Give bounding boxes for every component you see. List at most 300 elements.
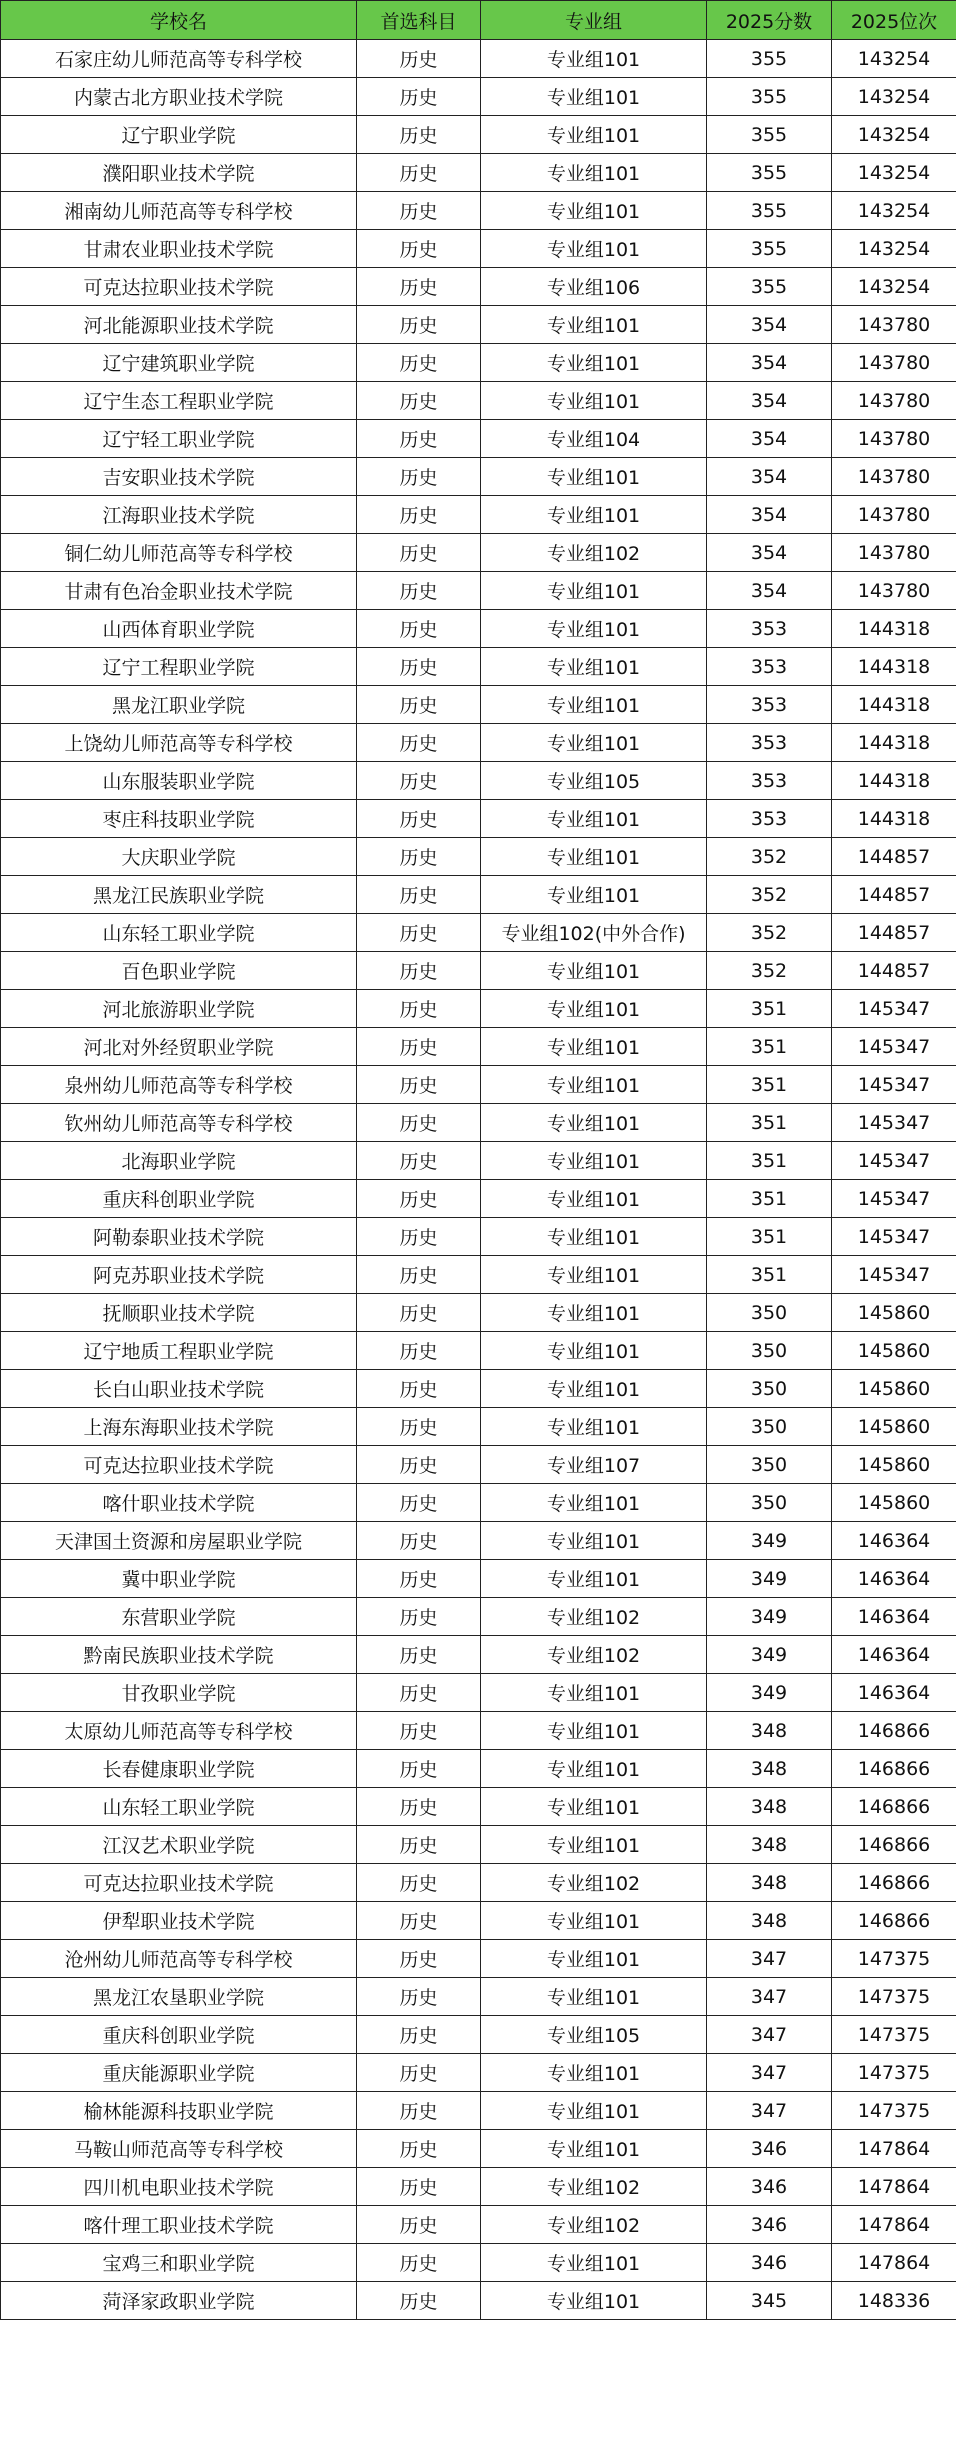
table-row [1,420,956,458]
school-name-cell: 黑龙江农垦职业学院 [1,1978,357,2016]
subject-cell: 历史 [357,458,481,496]
school-name-cell: 黔南民族职业技术学院 [1,1636,357,1674]
score-cell: 351 [707,1218,832,1256]
subject-cell: 历史 [357,116,481,154]
subject-cell: 历史 [357,686,481,724]
subject-cell: 历史 [357,1256,481,1294]
table-row [1,2130,956,2168]
subject-cell: 历史 [357,2282,481,2320]
subject-cell: 历史 [357,1142,481,1180]
major-group-cell: 专业组101 [481,1978,707,2016]
school-name-cell: 大庆职业学院 [1,838,357,876]
school-name-cell: 辽宁生态工程职业学院 [1,382,357,420]
school-name-cell: 喀什理工职业技术学院 [1,2206,357,2244]
table-row [1,1294,956,1332]
school-name-cell: 黑龙江民族职业学院 [1,876,357,914]
school-name-cell: 冀中职业学院 [1,1560,357,1598]
school-name-cell: 可克达拉职业技术学院 [1,1446,357,1484]
score-cell: 347 [707,2016,832,2054]
rank-cell: 143254 [832,230,956,268]
school-name-cell: 上海东海职业技术学院 [1,1408,357,1446]
rank-cell: 144857 [832,952,956,990]
table-row [1,1370,956,1408]
table-row [1,268,956,306]
score-cell: 348 [707,1712,832,1750]
major-group-cell: 专业组101 [481,116,707,154]
school-name-cell: 天津国土资源和房屋职业学院 [1,1522,357,1560]
table-row [1,876,956,914]
table-header-row [1,1,956,40]
major-group-cell: 专业组101 [481,1522,707,1560]
rank-cell: 145347 [832,1104,956,1142]
score-cell: 349 [707,1636,832,1674]
major-group-cell: 专业组101 [481,686,707,724]
school-name-cell: 铜仁幼儿师范高等专科学校 [1,534,357,572]
table-row [1,1788,956,1826]
rank-cell: 144857 [832,876,956,914]
table-row [1,1902,956,1940]
score-cell: 351 [707,990,832,1028]
school-name-cell: 钦州幼儿师范高等专科学校 [1,1104,357,1142]
rank-cell: 144857 [832,914,956,952]
score-cell: 353 [707,648,832,686]
subject-cell: 历史 [357,1902,481,1940]
score-cell: 355 [707,230,832,268]
header-school-name: 学校名 [1,1,357,40]
subject-cell: 历史 [357,1370,481,1408]
score-cell: 355 [707,116,832,154]
subject-cell: 历史 [357,2092,481,2130]
score-cell: 351 [707,1142,832,1180]
major-group-cell: 专业组102 [481,1598,707,1636]
school-name-cell: 辽宁建筑职业学院 [1,344,357,382]
header-subject: 首选科目 [357,1,481,40]
school-name-cell: 甘肃农业职业技术学院 [1,230,357,268]
school-name-cell: 内蒙古北方职业技术学院 [1,78,357,116]
subject-cell: 历史 [357,1560,481,1598]
rank-cell: 143780 [832,382,956,420]
subject-cell: 历史 [357,2168,481,2206]
rank-cell: 144318 [832,686,956,724]
rank-cell: 143254 [832,116,956,154]
subject-cell: 历史 [357,648,481,686]
score-cell: 350 [707,1332,832,1370]
score-cell: 355 [707,40,832,78]
rank-cell: 144318 [832,724,956,762]
major-group-cell: 专业组102 [481,1864,707,1902]
major-group-cell: 专业组101 [481,1484,707,1522]
subject-cell: 历史 [357,306,481,344]
score-cell: 351 [707,1104,832,1142]
score-cell: 354 [707,306,832,344]
score-cell: 346 [707,2168,832,2206]
major-group-cell: 专业组101 [481,458,707,496]
rank-cell: 145860 [832,1408,956,1446]
school-name-cell: 伊犁职业技术学院 [1,1902,357,1940]
table-row [1,306,956,344]
score-cell: 353 [707,800,832,838]
school-name-cell: 江汉艺术职业学院 [1,1826,357,1864]
score-cell: 348 [707,1826,832,1864]
table-row [1,154,956,192]
table-row [1,648,956,686]
rank-cell: 146866 [832,1902,956,1940]
major-group-cell: 专业组104 [481,420,707,458]
score-cell: 350 [707,1484,832,1522]
header-rank: 2025位次 [832,1,956,40]
table-row [1,1978,956,2016]
subject-cell: 历史 [357,344,481,382]
rank-cell: 143780 [832,458,956,496]
score-cell: 348 [707,1788,832,1826]
score-cell: 353 [707,686,832,724]
score-cell: 345 [707,2282,832,2320]
score-cell: 355 [707,192,832,230]
school-name-cell: 沧州幼儿师范高等专科学校 [1,1940,357,1978]
subject-cell: 历史 [357,1636,481,1674]
rank-cell: 145860 [832,1370,956,1408]
major-group-cell: 专业组101 [481,1218,707,1256]
major-group-cell: 专业组101 [481,1788,707,1826]
rank-cell: 145860 [832,1294,956,1332]
header-major-group: 专业组 [481,1,707,40]
score-cell: 354 [707,344,832,382]
table-row [1,2206,956,2244]
rank-cell: 147864 [832,2130,956,2168]
school-name-cell: 马鞍山师范高等专科学校 [1,2130,357,2168]
score-cell: 351 [707,1028,832,1066]
school-name-cell: 喀什职业技术学院 [1,1484,357,1522]
table-row [1,1522,956,1560]
table-row [1,1180,956,1218]
major-group-cell: 专业组101 [481,1560,707,1598]
table-row [1,2054,956,2092]
major-group-cell: 专业组102(中外合作) [481,914,707,952]
rank-cell: 146364 [832,1636,956,1674]
score-cell: 354 [707,420,832,458]
table-row [1,230,956,268]
subject-cell: 历史 [357,838,481,876]
subject-cell: 历史 [357,192,481,230]
rank-cell: 147375 [832,2016,956,2054]
subject-cell: 历史 [357,1104,481,1142]
major-group-cell: 专业组102 [481,1636,707,1674]
school-name-cell: 甘孜职业学院 [1,1674,357,1712]
subject-cell: 历史 [357,762,481,800]
table-row [1,2244,956,2282]
score-cell: 355 [707,78,832,116]
rank-cell: 146866 [832,1826,956,1864]
rank-cell: 144857 [832,838,956,876]
table-row [1,1142,956,1180]
rank-cell: 145347 [832,1180,956,1218]
table-row [1,2282,956,2320]
score-cell: 354 [707,534,832,572]
rank-cell: 145860 [832,1332,956,1370]
major-group-cell: 专业组101 [481,1332,707,1370]
major-group-cell: 专业组101 [481,1408,707,1446]
school-name-cell: 长白山职业技术学院 [1,1370,357,1408]
table-row [1,610,956,648]
score-cell: 350 [707,1408,832,1446]
major-group-cell: 专业组106 [481,268,707,306]
rank-cell: 147375 [832,2054,956,2092]
major-group-cell: 专业组101 [481,990,707,1028]
subject-cell: 历史 [357,2130,481,2168]
rank-cell: 146866 [832,1750,956,1788]
score-cell: 355 [707,268,832,306]
rank-cell: 144318 [832,800,956,838]
rank-cell: 145347 [832,1028,956,1066]
major-group-cell: 专业组101 [481,2282,707,2320]
rank-cell: 147375 [832,1940,956,1978]
subject-cell: 历史 [357,534,481,572]
rank-cell: 146364 [832,1560,956,1598]
school-name-cell: 阿勒泰职业技术学院 [1,1218,357,1256]
subject-cell: 历史 [357,268,481,306]
rank-cell: 143254 [832,78,956,116]
school-name-cell: 太原幼儿师范高等专科学校 [1,1712,357,1750]
school-name-cell: 菏泽家政职业学院 [1,2282,357,2320]
rank-cell: 143780 [832,344,956,382]
major-group-cell: 专业组101 [481,1370,707,1408]
rank-cell: 143780 [832,534,956,572]
rank-cell: 143780 [832,496,956,534]
rank-cell: 147375 [832,2092,956,2130]
subject-cell: 历史 [357,1066,481,1104]
rank-cell: 147375 [832,1978,956,2016]
subject-cell: 历史 [357,572,481,610]
rank-cell: 145347 [832,1066,956,1104]
table-row [1,914,956,952]
table-row [1,1636,956,1674]
score-cell: 346 [707,2130,832,2168]
school-name-cell: 上饶幼儿师范高等专科学校 [1,724,357,762]
table-row [1,1028,956,1066]
table-row [1,1066,956,1104]
major-group-cell: 专业组101 [481,1750,707,1788]
major-group-cell: 专业组101 [481,2244,707,2282]
rank-cell: 147864 [832,2168,956,2206]
school-name-cell: 江海职业技术学院 [1,496,357,534]
rank-cell: 145347 [832,990,956,1028]
school-name-cell: 榆林能源科技职业学院 [1,2092,357,2130]
score-cell: 349 [707,1674,832,1712]
school-name-cell: 黑龙江职业学院 [1,686,357,724]
score-cell: 352 [707,838,832,876]
table-row [1,1560,956,1598]
subject-cell: 历史 [357,1788,481,1826]
major-group-cell: 专业组101 [481,572,707,610]
rank-cell: 143780 [832,306,956,344]
rank-cell: 148336 [832,2282,956,2320]
score-cell: 346 [707,2206,832,2244]
score-cell: 350 [707,1370,832,1408]
subject-cell: 历史 [357,724,481,762]
score-cell: 354 [707,382,832,420]
school-name-cell: 宝鸡三和职业学院 [1,2244,357,2282]
rank-cell: 145347 [832,1142,956,1180]
rank-cell: 143780 [832,420,956,458]
major-group-cell: 专业组102 [481,2206,707,2244]
school-name-cell: 重庆科创职业学院 [1,2016,357,2054]
school-name-cell: 四川机电职业技术学院 [1,2168,357,2206]
major-group-cell: 专业组102 [481,534,707,572]
subject-cell: 历史 [357,1294,481,1332]
major-group-cell: 专业组107 [481,1446,707,1484]
table-row [1,1598,956,1636]
table-row [1,496,956,534]
school-name-cell: 可克达拉职业技术学院 [1,268,357,306]
subject-cell: 历史 [357,1598,481,1636]
score-cell: 347 [707,2054,832,2092]
table-row [1,838,956,876]
major-group-cell: 专业组101 [481,648,707,686]
table-row [1,78,956,116]
table-row [1,686,956,724]
table-row [1,1674,956,1712]
major-group-cell: 专业组101 [481,1180,707,1218]
major-group-cell: 专业组101 [481,78,707,116]
major-group-cell: 专业组101 [481,1066,707,1104]
major-group-cell: 专业组101 [481,1142,707,1180]
school-name-cell: 甘肃有色冶金职业技术学院 [1,572,357,610]
table-row [1,1484,956,1522]
table-row [1,800,956,838]
subject-cell: 历史 [357,1522,481,1560]
subject-cell: 历史 [357,2244,481,2282]
table-row [1,572,956,610]
table-body [1,40,956,2320]
table-row [1,344,956,382]
subject-cell: 历史 [357,420,481,458]
score-cell: 349 [707,1560,832,1598]
score-cell: 351 [707,1256,832,1294]
score-cell: 350 [707,1446,832,1484]
major-group-cell: 专业组101 [481,1104,707,1142]
score-cell: 354 [707,572,832,610]
table-row [1,724,956,762]
school-name-cell: 河北对外经贸职业学院 [1,1028,357,1066]
school-name-cell: 辽宁轻工职业学院 [1,420,357,458]
subject-cell: 历史 [357,876,481,914]
major-group-cell: 专业组101 [481,1712,707,1750]
subject-cell: 历史 [357,1826,481,1864]
rank-cell: 147864 [832,2206,956,2244]
rank-cell: 147864 [832,2244,956,2282]
school-name-cell: 阿克苏职业技术学院 [1,1256,357,1294]
subject-cell: 历史 [357,1446,481,1484]
score-cell: 350 [707,1294,832,1332]
table-row [1,192,956,230]
table-row [1,1408,956,1446]
table-row [1,1218,956,1256]
table-row [1,1826,956,1864]
major-group-cell: 专业组101 [481,1256,707,1294]
subject-cell: 历史 [357,1218,481,1256]
major-group-cell: 专业组101 [481,724,707,762]
table-row [1,1864,956,1902]
major-group-cell: 专业组101 [481,610,707,648]
rank-cell: 143254 [832,268,956,306]
score-cell: 349 [707,1522,832,1560]
major-group-cell: 专业组101 [481,952,707,990]
school-name-cell: 山东轻工职业学院 [1,914,357,952]
score-cell: 347 [707,2092,832,2130]
school-name-cell: 濮阳职业技术学院 [1,154,357,192]
rank-cell: 143254 [832,192,956,230]
school-name-cell: 山西体育职业学院 [1,610,357,648]
major-group-cell: 专业组101 [481,192,707,230]
subject-cell: 历史 [357,2016,481,2054]
major-group-cell: 专业组101 [481,800,707,838]
rank-cell: 146866 [832,1788,956,1826]
score-cell: 348 [707,1902,832,1940]
rank-cell: 143780 [832,572,956,610]
school-name-cell: 重庆科创职业学院 [1,1180,357,1218]
major-group-cell: 专业组101 [481,1674,707,1712]
rank-cell: 146364 [832,1598,956,1636]
major-group-cell: 专业组101 [481,2054,707,2092]
school-name-cell: 枣庄科技职业学院 [1,800,357,838]
major-group-cell: 专业组101 [481,344,707,382]
header-score: 2025分数 [707,1,832,40]
rank-cell: 145347 [832,1256,956,1294]
score-cell: 354 [707,458,832,496]
school-name-cell: 重庆能源职业学院 [1,2054,357,2092]
major-group-cell: 专业组101 [481,154,707,192]
school-name-cell: 北海职业学院 [1,1142,357,1180]
major-group-cell: 专业组101 [481,1028,707,1066]
score-cell: 355 [707,154,832,192]
major-group-cell: 专业组102 [481,2168,707,2206]
school-name-cell: 石家庄幼儿师范高等专科学校 [1,40,357,78]
subject-cell: 历史 [357,1750,481,1788]
rank-cell: 145860 [832,1484,956,1522]
major-group-cell: 专业组101 [481,1294,707,1332]
major-group-cell: 专业组101 [481,1826,707,1864]
school-name-cell: 河北能源职业技术学院 [1,306,357,344]
major-group-cell: 专业组101 [481,2130,707,2168]
rank-cell: 146866 [832,1712,956,1750]
score-cell: 346 [707,2244,832,2282]
school-name-cell: 泉州幼儿师范高等专科学校 [1,1066,357,1104]
table-row [1,2168,956,2206]
school-name-cell: 长春健康职业学院 [1,1750,357,1788]
score-cell: 348 [707,1750,832,1788]
table-row [1,1256,956,1294]
subject-cell: 历史 [357,800,481,838]
school-name-cell: 河北旅游职业学院 [1,990,357,1028]
subject-cell: 历史 [357,1180,481,1218]
rank-cell: 144318 [832,648,956,686]
rank-cell: 146364 [832,1522,956,1560]
table-row [1,534,956,572]
major-group-cell: 专业组101 [481,496,707,534]
major-group-cell: 专业组101 [481,838,707,876]
score-cell: 348 [707,1864,832,1902]
school-name-cell: 辽宁地质工程职业学院 [1,1332,357,1370]
subject-cell: 历史 [357,610,481,648]
table-row [1,1712,956,1750]
subject-cell: 历史 [357,1332,481,1370]
major-group-cell: 专业组101 [481,1940,707,1978]
school-name-cell: 山东服装职业学院 [1,762,357,800]
school-name-cell: 湘南幼儿师范高等专科学校 [1,192,357,230]
subject-cell: 历史 [357,1028,481,1066]
table-row [1,458,956,496]
subject-cell: 历史 [357,1484,481,1522]
